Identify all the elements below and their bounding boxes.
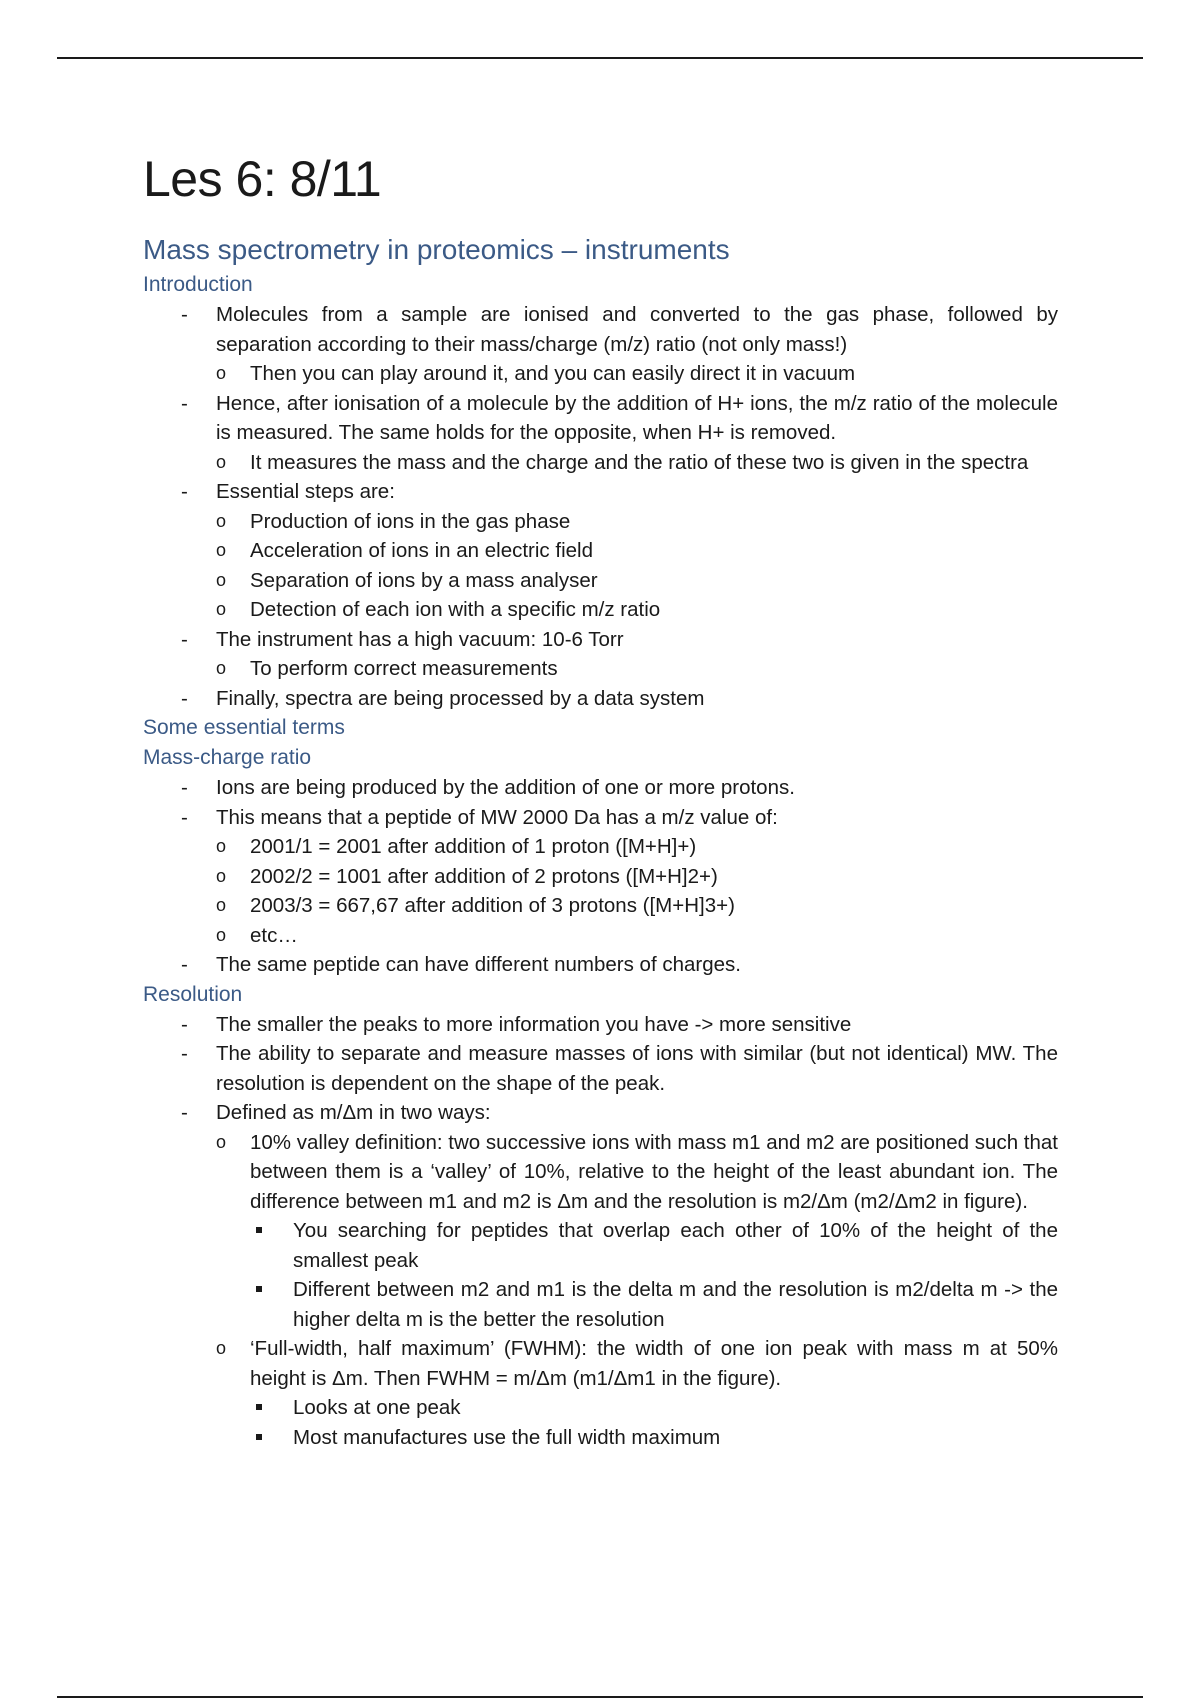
circle-bullet: o bbox=[216, 540, 227, 560]
dash-bullet: - bbox=[181, 1012, 188, 1036]
list-item: o Separation of ions by a mass analyser bbox=[216, 566, 1058, 596]
dash-bullet: - bbox=[181, 953, 188, 976]
page-content bbox=[143, 150, 1058, 1452]
list-item: - Hence, after ionisation of a molecule by the addition of H+ ions, the m/z ratio of the molecule is measured. The same holds for the opposite, when H+ is removed. o It measures the mass and the charge and the ratio of these two is given in the spectra bbox=[143, 389, 1058, 478]
list-item: - Molecules from a sample are ionised and converted to the gas phase, followed by separation according to their mass/charge (m/z) ratio (not only mass!) o Then you can play around it, and you can easily direct it in vacuum bbox=[143, 300, 1058, 389]
dash-bullet: - bbox=[181, 776, 188, 799]
circle-bullet: o bbox=[216, 569, 227, 590]
list-item: Most manufactures use the full width maximum bbox=[250, 1423, 1058, 1453]
introduction-heading: Introduction bbox=[143, 273, 253, 296]
bottom-rule bbox=[57, 1696, 1143, 1698]
list-item: o ‘Full-width, half maximum’ (FWHM): the width of one ion peak with mass m at 50% height is Δm. Then FWHM = m/Δm (m1/Δm1 in the figure). Looks at one peak Most manufactures use the full width maximum bbox=[216, 1334, 1058, 1452]
introduction-list bbox=[143, 300, 1058, 713]
list-item: o 2001/1 = 2001 after addition of 1 proton ([M+H]+) bbox=[216, 832, 1058, 862]
list-item: - Defined as m/Δm in two ways: o 10% valley definition: two successive ions with mass m1 and m2 are positioned such that between them is a ‘valley’ of 10%, relative to the height of the least abundant ion. The difference between m1 and m2 is Δm and the resolution is m2/Δm (m2/Δm2 in figure). You searching for peptides that overlap each other of 10% of the height of the smallest peak Different between m2 and m1 is the delta m and the resolution is m2/delta m -> the higher delta m is the better the resolution o ‘Full-width, half maximum’ (FWHM): the width of one ion peak with mass m at 50% height is Δm. Then FWHM = m/Δm (m1/Δm1 in the figure). Looks at one peak Most manufactures use the full width maximum bbox=[143, 1098, 1058, 1452]
list-item: - The same peptide can have different numbers of charges. bbox=[143, 950, 1058, 980]
square-bullet bbox=[256, 1423, 262, 1453]
circle-bullet: o bbox=[216, 1131, 227, 1152]
square-bullet bbox=[256, 1393, 262, 1423]
list-item: o 2002/2 = 1001 after addition of 2 protons ([M+H]2+) bbox=[216, 862, 1058, 892]
dash-bullet: - bbox=[181, 480, 188, 503]
list-item: - The smaller the peaks to more information you have -> more sensitive bbox=[143, 1010, 1058, 1040]
list-item: - Essential steps are: o Production of ions in the gas phase o Acceleration of ions in an electric field o Separation of ions by a mass analyser o Detection of each ion with a specific m/z ratio bbox=[143, 477, 1058, 625]
list-item: - Finally, spectra are being processed by a data system bbox=[143, 684, 1058, 714]
list-item: o 10% valley definition: two successive ions with mass m1 and m2 are positioned such that between them is a ‘valley’ of 10%, relative to the height of the least abundant ion. The difference between m1 and m2 is Δm and the resolution is m2/Δm (m2/Δm2 in figure). You searching for peptides that overlap each other of 10% of the height of the smallest peak Different between m2 and m1 is the delta m and the resolution is m2/delta m -> the higher delta m is the better the resolution bbox=[216, 1128, 1058, 1335]
list-item: o etc… bbox=[216, 921, 1058, 951]
list-item: o Then you can play around it, and you can easily direct it in vacuum bbox=[216, 359, 1058, 389]
mass-charge-list bbox=[143, 773, 1058, 980]
list-item: Different between m2 and m1 is the delta m and the resolution is m2/delta m -> the higher delta m is the better the resolution bbox=[250, 1275, 1058, 1334]
list-item: Looks at one peak bbox=[250, 1393, 1058, 1423]
list-item: o Acceleration of ions in an electric field bbox=[216, 536, 1058, 566]
circle-bullet: o bbox=[216, 510, 227, 531]
list-item: - Ions are being produced by the addition of one or more protons. bbox=[143, 773, 1058, 803]
list-item: o Detection of each ion with a specific m/z ratio bbox=[216, 595, 1058, 625]
essential-terms-heading: Some essential terms bbox=[143, 716, 345, 739]
resolution-list bbox=[143, 1010, 1058, 1453]
top-rule bbox=[57, 57, 1143, 59]
list-item: o To perform correct measurements bbox=[216, 654, 1058, 684]
page-title: Les 6: 8/11 bbox=[143, 151, 382, 207]
list-item: o 2003/3 = 667,67 after addition of 3 protons ([M+H]3+) bbox=[216, 891, 1058, 921]
circle-bullet: o bbox=[216, 836, 227, 856]
circle-bullet: o bbox=[216, 1338, 227, 1358]
circle-bullet: o bbox=[216, 924, 227, 945]
circle-bullet: o bbox=[216, 895, 227, 915]
circle-bullet: o bbox=[216, 363, 227, 383]
circle-bullet: o bbox=[216, 865, 227, 886]
dash-bullet: - bbox=[181, 627, 188, 651]
mass-charge-heading: Mass-charge ratio bbox=[143, 746, 312, 769]
dash-bullet: - bbox=[181, 391, 188, 415]
dash-bullet: - bbox=[181, 1042, 188, 1065]
list-item: - The ability to separate and measure masses of ions with similar (but not identical) MW. The resolution is dependent on the shape of the peak. bbox=[143, 1039, 1058, 1098]
dash-bullet: - bbox=[181, 805, 188, 829]
dash-bullet: - bbox=[181, 1101, 188, 1124]
resolution-heading: Resolution bbox=[143, 982, 243, 1006]
list-item: o Production of ions in the gas phase bbox=[216, 507, 1058, 537]
circle-bullet: o bbox=[216, 658, 227, 678]
list-item: o It measures the mass and the charge and the ratio of these two is given in the spectra bbox=[216, 448, 1058, 478]
square-bullet bbox=[256, 1275, 262, 1305]
circle-bullet: o bbox=[216, 599, 227, 619]
section-heading: Mass spectrometry in proteomics – instruments bbox=[143, 234, 730, 265]
square-bullet bbox=[256, 1216, 262, 1246]
dash-bullet: - bbox=[181, 686, 188, 710]
list-item: - The instrument has a high vacuum: 10-6 Torr o To perform correct measurements bbox=[143, 625, 1058, 684]
list-item: - This means that a peptide of MW 2000 Da has a m/z value of: o 2001/1 = 2001 after addition of 1 proton ([M+H]+) o 2002/2 = 1001 after addition of 2 protons ([M+H]2+) o 2003/3 = 667,67 after addition of 3 protons ([M+H]3+) o etc… bbox=[143, 803, 1058, 951]
list-item: You searching for peptides that overlap each other of 10% of the height of the smallest peak bbox=[250, 1216, 1058, 1275]
circle-bullet: o bbox=[216, 451, 227, 472]
dash-bullet: - bbox=[181, 303, 188, 326]
